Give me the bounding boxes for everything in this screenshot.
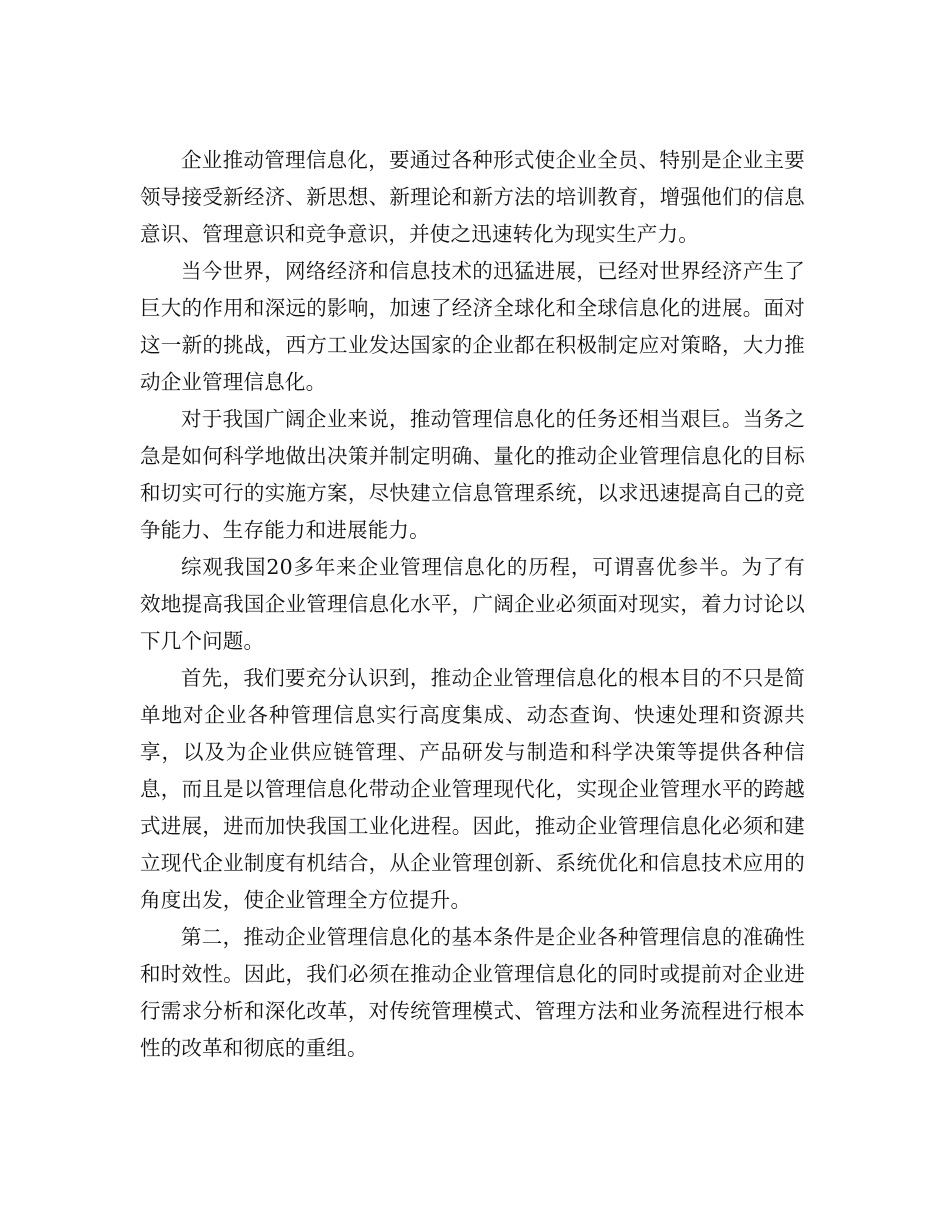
paragraph-1: 企业推动管理信息化，要通过各种形式使企业全员、特别是企业主要领导接受新经济、新思想、新理论和新方法的培训教育，增强他们的信息意识、管理意识和竞争意识，并使之迅速转化为现实生产力。 (140, 148, 805, 246)
paragraph-6: 第二，推动企业管理信息化的基本条件是企业各种管理信息的准确性和时效性。因此，我们必须在推动企业管理信息化的同时或提前对企业进行需求分析和深化改革，对传统管理模式、管理方法和业务流程进行根本性的改革和彻底的重组。 (140, 925, 805, 1060)
document-body (140, 142, 805, 1067)
paragraph-3: 对于我国广阔企业来说，推动管理信息化的任务还相当艰巨。当务之急是如何科学地做出决策并制定明确、量化的推动企业管理信息化的目标和切实可行的实施方案，尽快建立信息管理系统，以求迅速提高自己的竞争能力、生存能力和进展能力。 (140, 407, 805, 542)
paragraph-2: 当今世界，网络经济和信息技术的迅猛进展，已经对世界经济产生了巨大的作用和深远的影响，加速了经济全球化和全球信息化的进展。面对这一新的挑战，西方工业发达国家的企业都在积极制定应对策略，大力推动企业管理信息化。 (140, 259, 805, 394)
paragraph-4: 综观我国20多年来企业管理信息化的历程，可谓喜优参半。为了有效地提高我国企业管理信息化水平，广阔企业必须面对现实，着力讨论以下几个问题。 (140, 555, 805, 653)
paragraph-5: 首先，我们要充分认识到，推动企业管理信息化的根本目的不只是简单地对企业各种管理信息实行高度集成、动态查询、快速处理和资源共享，以及为企业供应链管理、产品研发与制造和科学决策等提供各种信息，而且是以管理信息化带动企业管理现代化，实现企业管理水平的跨越式进展，进而加快我国工业化进程。因此，推动企业管理信息化必须和建立现代企业制度有机结合，从企业管理创新、系统优化和信息技术应用的角度出发，使企业管理全方位提升。 (140, 666, 805, 912)
